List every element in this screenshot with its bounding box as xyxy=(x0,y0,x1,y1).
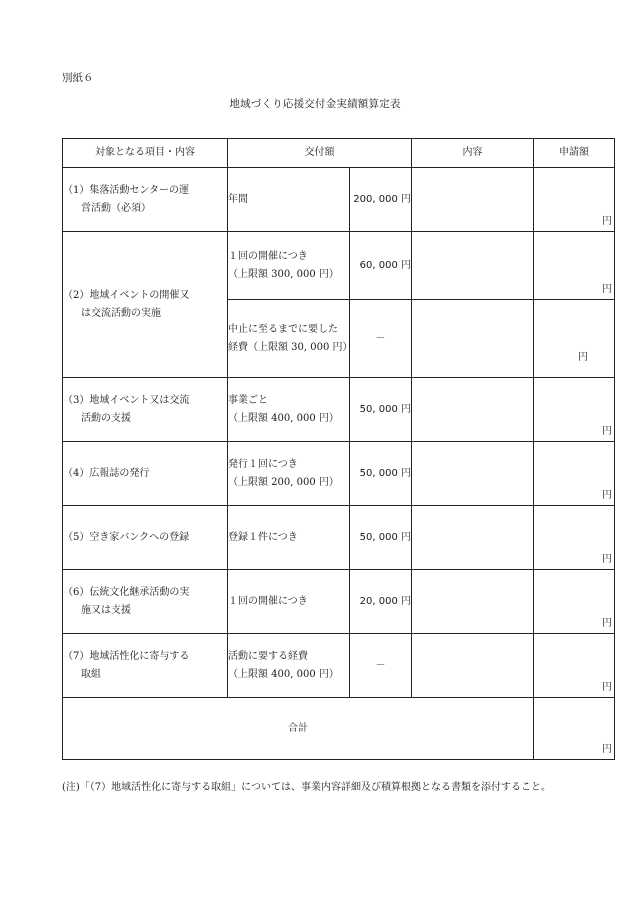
table-row xyxy=(63,506,615,570)
amount-cell: 60, 000 円 xyxy=(350,232,412,300)
footnote: (注)「（7）地域活性化に寄与する取組」については、事業内容詳細及び積算根拠となる書類を添付すること。 xyxy=(62,782,551,793)
document-title: 地域づくり応援交付金実績額算定表 xyxy=(229,98,401,110)
request-cell[interactable] xyxy=(534,506,615,570)
amount-cell: 50, 000 円 xyxy=(350,506,412,570)
item-cell xyxy=(63,378,228,442)
content-cell[interactable] xyxy=(412,232,534,300)
yen-unit: 円 xyxy=(602,554,612,565)
table-row xyxy=(63,634,615,698)
yen-unit: 円 xyxy=(602,744,612,755)
header-item: 対象となる項目・内容 xyxy=(63,139,228,168)
condition-line1: 事業ごと xyxy=(228,394,268,406)
yen-unit: 円 xyxy=(602,284,612,295)
condition-line2: （上限額 400, 000 円） xyxy=(228,412,339,424)
yen-unit: 円 xyxy=(602,426,612,437)
content-cell[interactable] xyxy=(412,570,534,634)
header-request: 申請額 xyxy=(534,139,615,168)
condition-line1: 登録１件につき xyxy=(228,531,298,543)
condition-line1: 中止に至るまでに要した xyxy=(228,323,338,335)
condition-line1: １回の開催につき xyxy=(228,250,308,262)
item-label-line1: （7）地域活性化に寄与する xyxy=(63,650,190,662)
condition-cell xyxy=(228,634,350,698)
item-cell xyxy=(63,442,228,506)
amount-cell: 20, 000 円 xyxy=(350,570,412,634)
condition-line1: 活動に要する経費 xyxy=(228,650,308,662)
content-cell[interactable] xyxy=(412,300,534,378)
condition-cell xyxy=(228,442,350,506)
table-row xyxy=(63,570,615,634)
request-cell[interactable] xyxy=(534,300,615,378)
total-label: 合計 xyxy=(63,698,534,760)
amount-cell: 200, 000 円 xyxy=(350,168,412,232)
content-cell[interactable] xyxy=(412,634,534,698)
request-cell[interactable] xyxy=(534,232,615,300)
amount-cell: － xyxy=(350,300,412,378)
condition-line1: 年間 xyxy=(228,193,248,205)
content-cell[interactable] xyxy=(412,168,534,232)
condition-line1: １回の開催につき xyxy=(228,595,308,607)
total-amount-cell[interactable] xyxy=(534,698,615,760)
request-cell[interactable] xyxy=(534,378,615,442)
request-cell[interactable] xyxy=(534,570,615,634)
request-cell[interactable] xyxy=(534,168,615,232)
item-label-line2: は交流活動の実施 xyxy=(81,307,161,319)
calculation-table xyxy=(62,138,615,760)
amount-cell: － xyxy=(350,634,412,698)
item-label-line2: 活動の支援 xyxy=(81,412,131,424)
header-content: 内容 xyxy=(412,139,534,168)
item-label-line2: 取組 xyxy=(81,668,101,680)
table-row xyxy=(63,232,615,300)
item-label-line1: （5）空き家バンクへの登録 xyxy=(63,531,190,543)
condition-line2: （上限額 400, 000 円） xyxy=(228,668,339,680)
condition-cell xyxy=(228,378,350,442)
item-label-line1: （6）伝統文化継承活動の実 xyxy=(63,586,190,598)
condition-cell xyxy=(228,168,350,232)
condition-line2: 経費（上限額 30, 000 円） xyxy=(228,341,353,353)
condition-cell xyxy=(228,570,350,634)
item-label-line1: （2）地域イベントの開催又 xyxy=(63,289,190,301)
condition-line2: （上限額 200, 000 円） xyxy=(228,476,339,488)
item-cell xyxy=(63,570,228,634)
yen-unit: 円 xyxy=(602,618,612,629)
item-cell xyxy=(63,506,228,570)
item-cell xyxy=(63,168,228,232)
content-cell[interactable] xyxy=(412,442,534,506)
document-reference: 別紙６ xyxy=(62,72,94,84)
yen-unit: 円 xyxy=(602,490,612,501)
table-header-row xyxy=(63,139,615,168)
item-label-line2: 営活動（必須） xyxy=(81,202,151,214)
total-row xyxy=(63,698,615,760)
request-cell[interactable] xyxy=(534,634,615,698)
item-label-line1: （4）広報誌の発行 xyxy=(63,467,150,479)
item-label-line1: （3）地域イベント又は交流 xyxy=(63,394,190,406)
content-cell[interactable] xyxy=(412,378,534,442)
yen-unit: 円 xyxy=(578,352,588,363)
table-row xyxy=(63,168,615,232)
item-label-line2: 施又は支援 xyxy=(81,604,131,616)
item-cell xyxy=(63,232,228,378)
item-label-line1: （1）集落活動センターの運 xyxy=(63,184,189,196)
content-cell[interactable] xyxy=(412,506,534,570)
table-row xyxy=(63,378,615,442)
item-cell xyxy=(63,634,228,698)
yen-unit: 円 xyxy=(602,682,612,693)
condition-cell xyxy=(228,506,350,570)
condition-line2: （上限額 300, 000 円） xyxy=(228,268,339,280)
amount-cell: 50, 000 円 xyxy=(350,442,412,506)
condition-cell xyxy=(228,300,353,378)
condition-line1: 発行１回につき xyxy=(228,458,298,470)
request-cell[interactable] xyxy=(534,442,615,506)
yen-unit: 円 xyxy=(602,216,612,227)
condition-cell xyxy=(228,232,350,300)
header-amount: 交付額 xyxy=(228,139,412,168)
table-row xyxy=(63,442,615,506)
amount-cell: 50, 000 円 xyxy=(350,378,412,442)
